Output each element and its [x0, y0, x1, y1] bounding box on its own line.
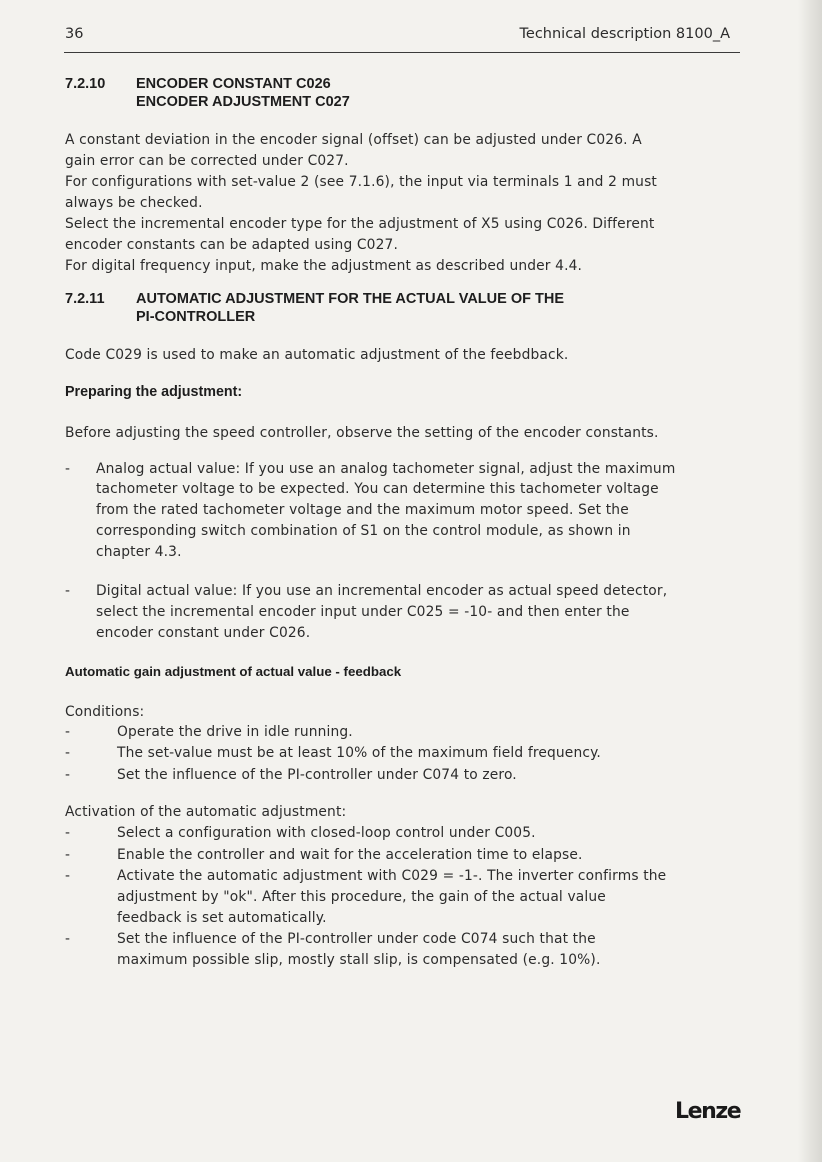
list-item-line: Analog actual value: If you use an analog tachometer signal, adjust the maximum	[96, 461, 676, 477]
list-item	[65, 765, 745, 786]
list-item-line: from the rated tachometer voltage and the maximum motor speed. Set the	[96, 502, 629, 518]
paragraph-line: Select the incremental encoder type for the adjustment of X5 using C026. Different	[65, 216, 655, 232]
list-item	[65, 929, 745, 971]
list-item-line: Enable the controller and wait for the acceleration time to elapse.	[117, 847, 583, 863]
activation-label: Activation of the automatic adjustment:	[65, 804, 347, 820]
list-item-line: chapter 4.3.	[96, 544, 182, 560]
list-item	[65, 866, 745, 929]
list-item	[65, 845, 745, 866]
list-item-line: corresponding switch combination of S1 on the control module, as shown in	[96, 523, 631, 539]
section-title-line: PI-CONTROLLER	[136, 309, 256, 325]
list-item-line: Set the influence of the PI-controller under C074 to zero.	[117, 767, 517, 783]
section-number: 7.2.11	[65, 291, 105, 307]
section-title-line: ENCODER ADJUSTMENT C027	[136, 94, 350, 110]
list-item	[65, 459, 745, 569]
list-item	[65, 823, 745, 844]
list-item-line: Select a configuration with closed-loop control under C005.	[117, 825, 536, 841]
list-item-line: maximum possible slip, mostly stall slip, is compensated (e.g. 10%).	[117, 952, 601, 968]
running-header-title: Technical description 8100_A	[519, 26, 730, 42]
paragraph-line: encoder constants can be adapted using C027.	[65, 237, 398, 253]
page-edge-shadow	[798, 0, 822, 1162]
subheading-preparing: Preparing the adjustment:	[65, 384, 243, 400]
conditions-label: Conditions:	[65, 704, 145, 720]
paragraph-line: For configurations with set-value 2 (see 7.1.6), the input via terminals 1 and 2 must	[65, 174, 657, 190]
list-dash: -	[65, 931, 71, 947]
list-item-line: Digital actual value: If you use an incremental encoder as actual speed detector,	[96, 583, 668, 599]
list-dash: -	[65, 583, 71, 599]
lenze-logo: Lenze	[675, 1099, 741, 1124]
list-item	[65, 722, 745, 743]
list-item-line: Operate the drive in idle running.	[117, 724, 353, 740]
list-dash: -	[65, 767, 71, 783]
list-item	[65, 581, 745, 647]
list-item-line: The set-value must be at least 10% of the maximum field frequency.	[117, 745, 601, 761]
list-item-line: select the incremental encoder input under C025 = -10- and then enter the	[96, 604, 630, 620]
section-heading-7-2-10	[65, 75, 665, 115]
list-item-line: encoder constant under C026.	[96, 625, 311, 641]
list-item	[65, 743, 745, 764]
list-dash: -	[65, 724, 71, 740]
paragraph-line: Before adjusting the speed controller, observe the setting of the encoder constants.	[65, 425, 659, 441]
subheading-auto-gain: Automatic gain adjustment of actual value - feedback	[65, 664, 402, 679]
page-number: 36	[65, 26, 84, 42]
list-dash: -	[65, 847, 71, 863]
list-dash: -	[65, 868, 71, 884]
section-heading-7-2-11	[65, 290, 705, 330]
list-item-line: tachometer voltage to be expected. You can determine this tachometer voltage	[96, 481, 659, 497]
paragraph-line: A constant deviation in the encoder signal (offset) can be adjusted under C026. A	[65, 132, 642, 148]
list-item-line: feedback is set automatically.	[117, 910, 327, 926]
list-dash: -	[65, 461, 71, 477]
paragraph-line: always be checked.	[65, 195, 203, 211]
paragraph-line: Code C029 is used to make an automatic adjustment of the feebdback.	[65, 347, 569, 363]
list-item-line: Activate the automatic adjustment with C029 = -1-. The inverter confirms the	[117, 868, 667, 884]
list-dash: -	[65, 745, 71, 761]
header-rule	[64, 52, 740, 53]
section-title-line: ENCODER CONSTANT C026	[136, 76, 331, 92]
section-number: 7.2.10	[65, 76, 106, 92]
list-dash: -	[65, 825, 71, 841]
paragraph-line: For digital frequency input, make the adjustment as described under 4.4.	[65, 258, 583, 274]
section-title-line: AUTOMATIC ADJUSTMENT FOR THE ACTUAL VALUE OF THE	[136, 291, 565, 307]
paragraph-line: gain error can be corrected under C027.	[65, 153, 349, 169]
list-item-line: Set the influence of the PI-controller under code C074 such that the	[117, 931, 596, 947]
list-item-line: adjustment by "ok". After this procedure, the gain of the actual value	[117, 889, 606, 905]
